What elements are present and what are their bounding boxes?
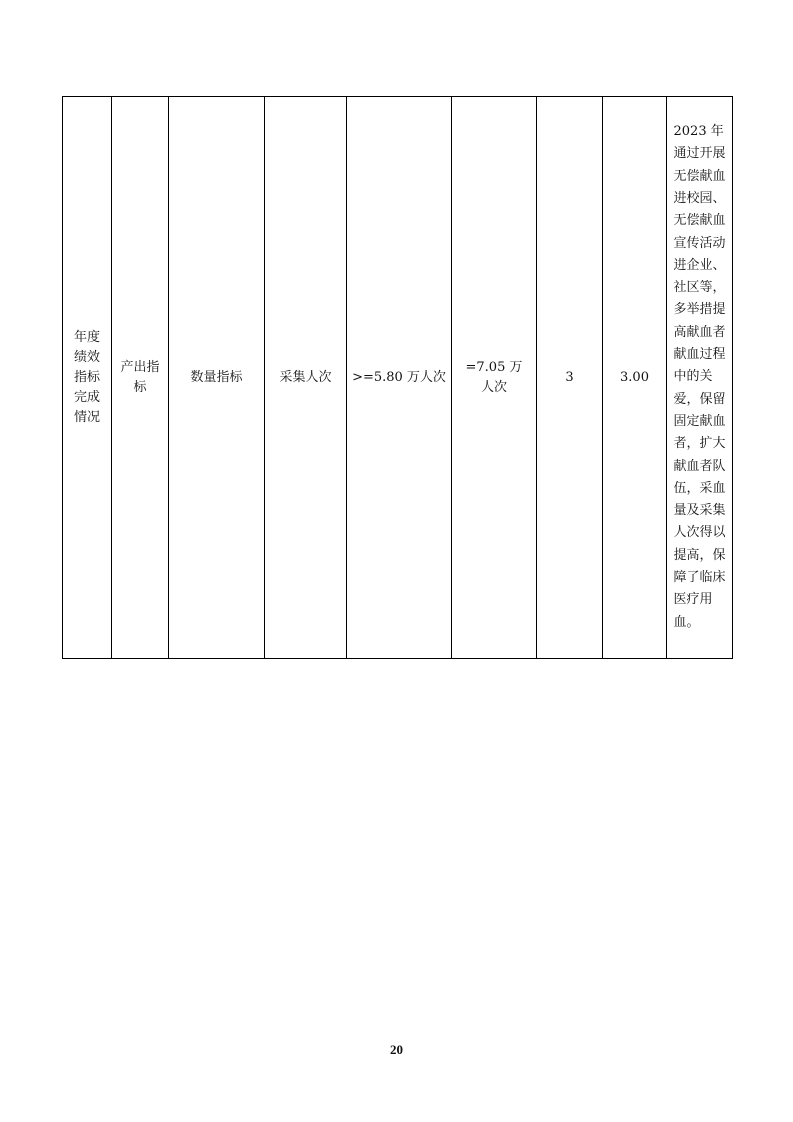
remark-cell <box>667 97 733 659</box>
score-cell <box>603 97 667 659</box>
category-text: 年度绩效指标完成情况 <box>73 329 100 425</box>
table-row <box>63 97 733 659</box>
level1-indicator-cell <box>112 97 169 659</box>
weight-cell <box>537 97 603 659</box>
weight-text: 3 <box>565 369 574 385</box>
score-text: 3.00 <box>620 369 649 385</box>
level2-indicator-cell <box>169 97 265 659</box>
level3-indicator-cell <box>265 97 347 659</box>
page-number: 20 <box>390 1042 403 1057</box>
actual-value-text: =7.05 万人次 <box>465 359 523 395</box>
target-value-text: >=5.80 万人次 <box>352 369 446 385</box>
level2-indicator-text: 数量指标 <box>190 369 243 385</box>
target-value-cell <box>347 97 452 659</box>
performance-table <box>62 96 733 659</box>
level1-indicator-text: 产出指标 <box>120 359 160 395</box>
actual-value-cell <box>452 97 537 659</box>
category-cell <box>63 97 112 659</box>
level3-indicator-text: 采集人次 <box>279 369 332 385</box>
remark-text: 2023 年通过开展无偿献血进校园、无偿献血宣传活动进企业、社区等，多举措提高献血者献血过程中的关爱，保留固定献血者，扩大献血者队伍，采血量及采集人次得以提高，保障了临床医疗用血。 <box>673 124 726 630</box>
